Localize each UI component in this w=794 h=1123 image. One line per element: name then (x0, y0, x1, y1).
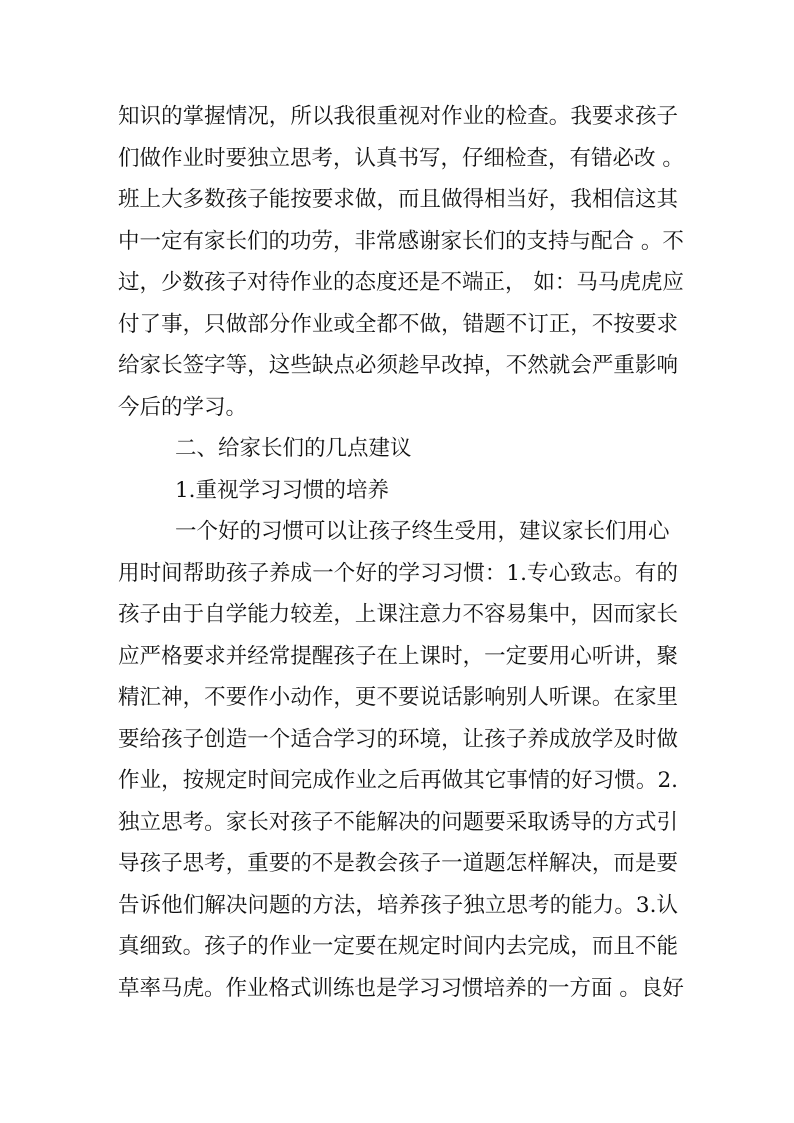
subsection-heading: 1.重视学习习惯的培养 (175, 477, 390, 503)
text-line: 付了事，只做部分作业或全都不做，错题不订正，不按要求 (118, 311, 678, 337)
text-line: 孩子由于自学能力较差，上课注意力不容易集中，因而家长 (118, 602, 678, 627)
text-line: 中一定有家长们的功劳，非常感谢家长们的支持与配合 。不 (118, 228, 684, 254)
text-line: 精汇神，不要作小动作，更不要说话影响别人听课。在家里 (118, 685, 678, 710)
text-line: 给家长签字等，这些缺点必须趁早改掉，不然就会严重影响 (118, 353, 678, 378)
text-line: 知识的掌握情况，所以我很重视对作业的检查。我要求孩子 (118, 104, 678, 129)
text-line: 告诉他们解决问题的方法，培养孩子独立思考的能力。3.认 (118, 892, 678, 918)
paragraph-first-line: 一个好的习惯可以让孩子终生受用，建议家长们用心 (175, 519, 670, 544)
text-line: 过，少数孩子对待作业的态度还是不端正， 如：马马虎虎应 (118, 270, 684, 295)
text-line: 真细致。孩子的作业一定要在规定时间内去完成，而且不能 (118, 934, 678, 959)
text-line: 用时间帮助孩子养成一个好的学习习惯：1.专心致志。有的 (118, 560, 678, 586)
text-line: 今后的学习。 (118, 394, 248, 420)
text-line: 班上大多数孩子能按要求做，而且做得相当好，我相信这其 (118, 187, 678, 212)
text-line: 要给孩子创造一个适合学习的环境，让孩子养成放学及时做 (118, 726, 678, 752)
text-line: 草率马虎。作业格式训练也是学习习惯培养的一方面 。良好 (118, 975, 684, 1001)
section-heading: 二、给家长们的几点建议 (175, 436, 412, 461)
text-line: 独立思考。家长对孩子不能解决的问题要采取诱导的方式引 (118, 809, 678, 835)
text-line: 作业，按规定时间完成作业之后再做其它事情的好习惯。2. (118, 768, 678, 793)
text-line: 们做作业时要独立思考，认真书写，仔细检查，有错必改 。 (118, 145, 684, 171)
text-line: 应严格要求并经常提醒孩子在上课时，一定要用心听讲，聚 (118, 643, 678, 669)
text-line: 导孩子思考，重要的不是教会孩子一道题怎样解决，而是要 (118, 851, 678, 876)
document-body (118, 96, 684, 1009)
